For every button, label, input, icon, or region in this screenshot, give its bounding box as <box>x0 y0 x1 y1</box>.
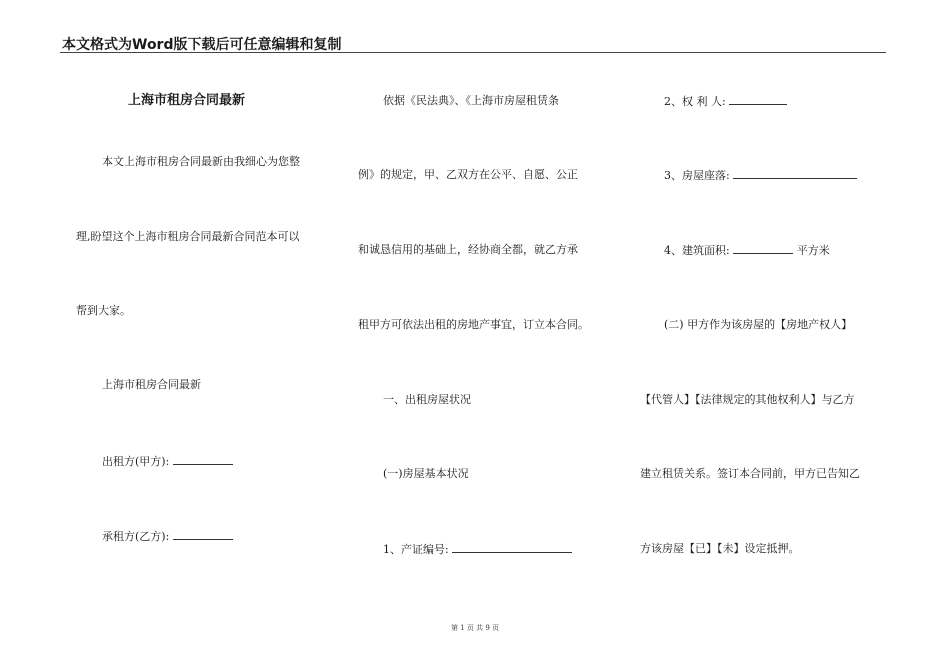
area-label: 4、建筑面积: <box>664 244 734 257</box>
body-line-1: 依据《民法典》、《上海市房屋租赁条 <box>383 94 559 107</box>
subsection-heading-1: (一)房屋基本状况 <box>383 467 469 480</box>
body-line-3: 和诚恳信用的基础上，经协商全都，就乙方承 <box>358 243 578 256</box>
location-field <box>664 168 857 183</box>
page-footer: 第 1 页 共 9 页 <box>450 624 500 632</box>
cert-number-label: 1、产证编号: <box>383 543 453 556</box>
lessee-label: 承租方(乙方): <box>102 530 173 543</box>
location-label: 3、房屋座落: <box>664 169 734 182</box>
body-line-6: 【代管人】【法律规定的其他权利人】与乙方 <box>640 393 855 406</box>
right-holder-label: 2、权 利 人: <box>664 95 730 108</box>
cert-number-field <box>383 542 572 557</box>
body-line-5: (二) 甲方作为该房屋的【房地产权人】 <box>664 318 853 331</box>
header-title: 本文格式为Word版下载后可任意编辑和复制 <box>62 37 342 53</box>
intro-line-2: 理,盼望这个上海市租房合同最新合同范本可以 <box>76 230 300 243</box>
document-title: 上海市租房合同最新 <box>128 93 246 108</box>
cert-number-blank <box>452 542 572 553</box>
location-blank <box>733 168 857 179</box>
lessor-label: 出租方(甲方): <box>102 455 173 468</box>
contract-subtitle: 上海市租房合同最新 <box>102 378 201 391</box>
body-line-7: 建立租赁关系。签订本合同前，甲方已告知乙 <box>640 467 860 480</box>
body-line-8: 方该房屋【已】【未】设定抵押。 <box>640 542 800 555</box>
area-field <box>664 243 830 258</box>
body-line-2: 例》的规定，甲、乙双方在公平、自愿、公正 <box>358 168 578 181</box>
intro-line-1: 本文上海市租房合同最新由我细心为您整 <box>102 155 300 168</box>
right-holder-field <box>664 94 787 109</box>
intro-line-3: 帮到大家。 <box>76 304 131 317</box>
area-unit: 平方米 <box>793 244 830 257</box>
section-heading-1: 一、出租房屋状况 <box>383 393 471 406</box>
body-line-4: 租甲方可依法出租的房地产事宜，订立本合同。 <box>358 318 589 331</box>
right-holder-blank <box>729 94 787 105</box>
area-blank <box>733 243 793 254</box>
